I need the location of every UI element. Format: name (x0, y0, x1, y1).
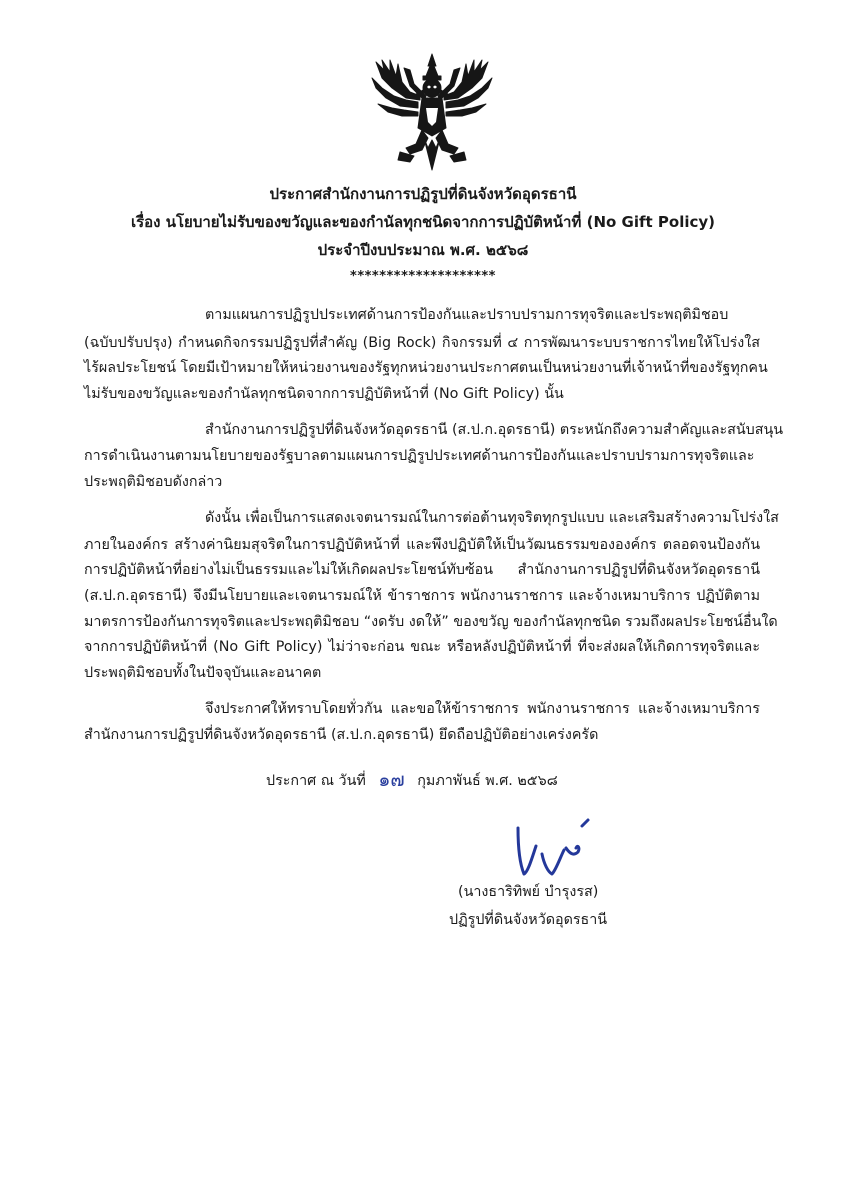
handwritten-signature-icon (508, 814, 594, 884)
separator: ******************** (350, 269, 496, 284)
date-month-year: กุมภาพันธ์ พ.ศ. ๒๕๖๘ (417, 773, 558, 789)
paragraph-1-line: ไร้ผลประโยชน์ โดยมีเป้าหมายให้หน่วยงานของรัฐทุกหน่วยงานประกาศตนเป็นหน่วยงานที่เจ้าหน้าที่ของรัฐทุกคน (84, 360, 768, 376)
paragraph-3-line: จากการปฏิบัติหน้าที่ (No Gift Policy) ไม่ว่าจะก่อน ขณะ หรือหลังปฏิบัติหน้าที่ ที่จะส่งผลให้เกิดการทุจริตและ (84, 639, 760, 655)
paragraph-3-line: ดังนั้น เพื่อเป็นการแสดงเจตนารมณ์ในการต่อต้านทุจริตทุกรูปแบบ และเสริมสร้างความโปร่งใส (205, 510, 779, 526)
signatory-name: (นางธาริทิพย์ บำรุงรส) (458, 884, 599, 900)
paragraph-1-line: ตามแผนการปฏิรูปประเทศด้านการป้องกันและปราบปรามการทุจริตและประพฤติมิชอบ (205, 307, 729, 323)
paragraph-2-line: ประพฤติมิชอบดังกล่าว (84, 474, 223, 490)
paragraph-4-line: สำนักงานการปฏิรูปที่ดินจังหวัดอุดรธานี (ส.ป.ก.อุดรธานี) ยึดถือปฏิบัติอย่างเคร่งครัด (84, 727, 599, 743)
announcement-date (266, 768, 558, 792)
garuda-emblem-icon (370, 52, 494, 172)
paragraph-3-line: ภายในองค์กร สร้างค่านิยมสุจริตในการปฏิบัติหน้าที่ และพึงปฏิบัติให้เป็นวัฒนธรรมขององค์กร ตลอดจนป้องกัน (84, 537, 760, 553)
fiscal-year-line: ประจำปีงบประมาณ พ.ศ. ๒๕๖๘ (317, 241, 529, 259)
paragraph-2-line: สำนักงานการปฏิรูปที่ดินจังหวัดอุดรธานี (ส.ป.ก.อุดรธานี) ตระหนักถึงความสำคัญและสนับสนุน (205, 422, 784, 438)
paragraph-1-line: (ฉบับปรับปรุง) กำหนดกิจกรรมปฏิรูปที่สำคัญ (Big Rock) กิจกรรมที่ ๔ การพัฒนาระบบราชการไทยให้โปร่งใส (84, 335, 760, 351)
paragraph-3-line: (ส.ป.ก.อุดรธานี) จึงมีนโยบายและเจตนารมณ์ให้ ข้าราชการ พนักงานราชการ และจ้างเหมาบริการ ปฏิบัติตาม (84, 588, 760, 604)
signatory-position: ปฏิรูปที่ดินจังหวัดอุดรธานี (449, 912, 608, 928)
paragraph-1-line: ไม่รับของขวัญและของกำนัลทุกชนิดจากการปฏิบัติหน้าที่ (No Gift Policy) นั้น (84, 386, 564, 402)
paragraph-3-line: การปฏิบัติหน้าที่อย่างไม่เป็นธรรมและไม่ให้เกิดผลประโยชน์ทับซ้อน สำนักงานการปฏิรูปที่ดินจังหวัดอุดรธานี (84, 562, 760, 578)
paragraph-3-line: มาตรการป้องกันการทุจริตและประพฤติมิชอบ “งดรับ งดให้” ของขวัญ ของกำนัลทุกชนิด รวมถึงผลประโยชน์อื่นใด (84, 614, 778, 630)
paragraph-2-line: การดำเนินงานตามนโยบายของรัฐบาลตามแผนการปฏิรูปประเทศด้านการป้องกันและปราบปรามการทุจริตและ (84, 448, 755, 464)
announcement-subject: เรื่อง นโยบายไม่รับของขวัญและของกำนัลทุกชนิดจากการปฏิบัติหน้าที่ (No Gift Policy) (130, 213, 716, 231)
paragraph-4-line: จึงประกาศให้ทราบโดยทั่วกัน และขอให้ข้าราชการ พนักงานราชการ และจ้างเหมาบริการ (205, 701, 760, 717)
date-prefix: ประกาศ ณ วันที่ (266, 773, 366, 789)
announcement-title: ประกาศสำนักงานการปฏิรูปที่ดินจังหวัดอุดรธานี (269, 185, 577, 203)
date-day-handwritten: ๑๗ (378, 769, 405, 791)
paragraph-3-line: ประพฤติมิชอบทั้งในปัจจุบันและอนาคต (84, 665, 322, 681)
